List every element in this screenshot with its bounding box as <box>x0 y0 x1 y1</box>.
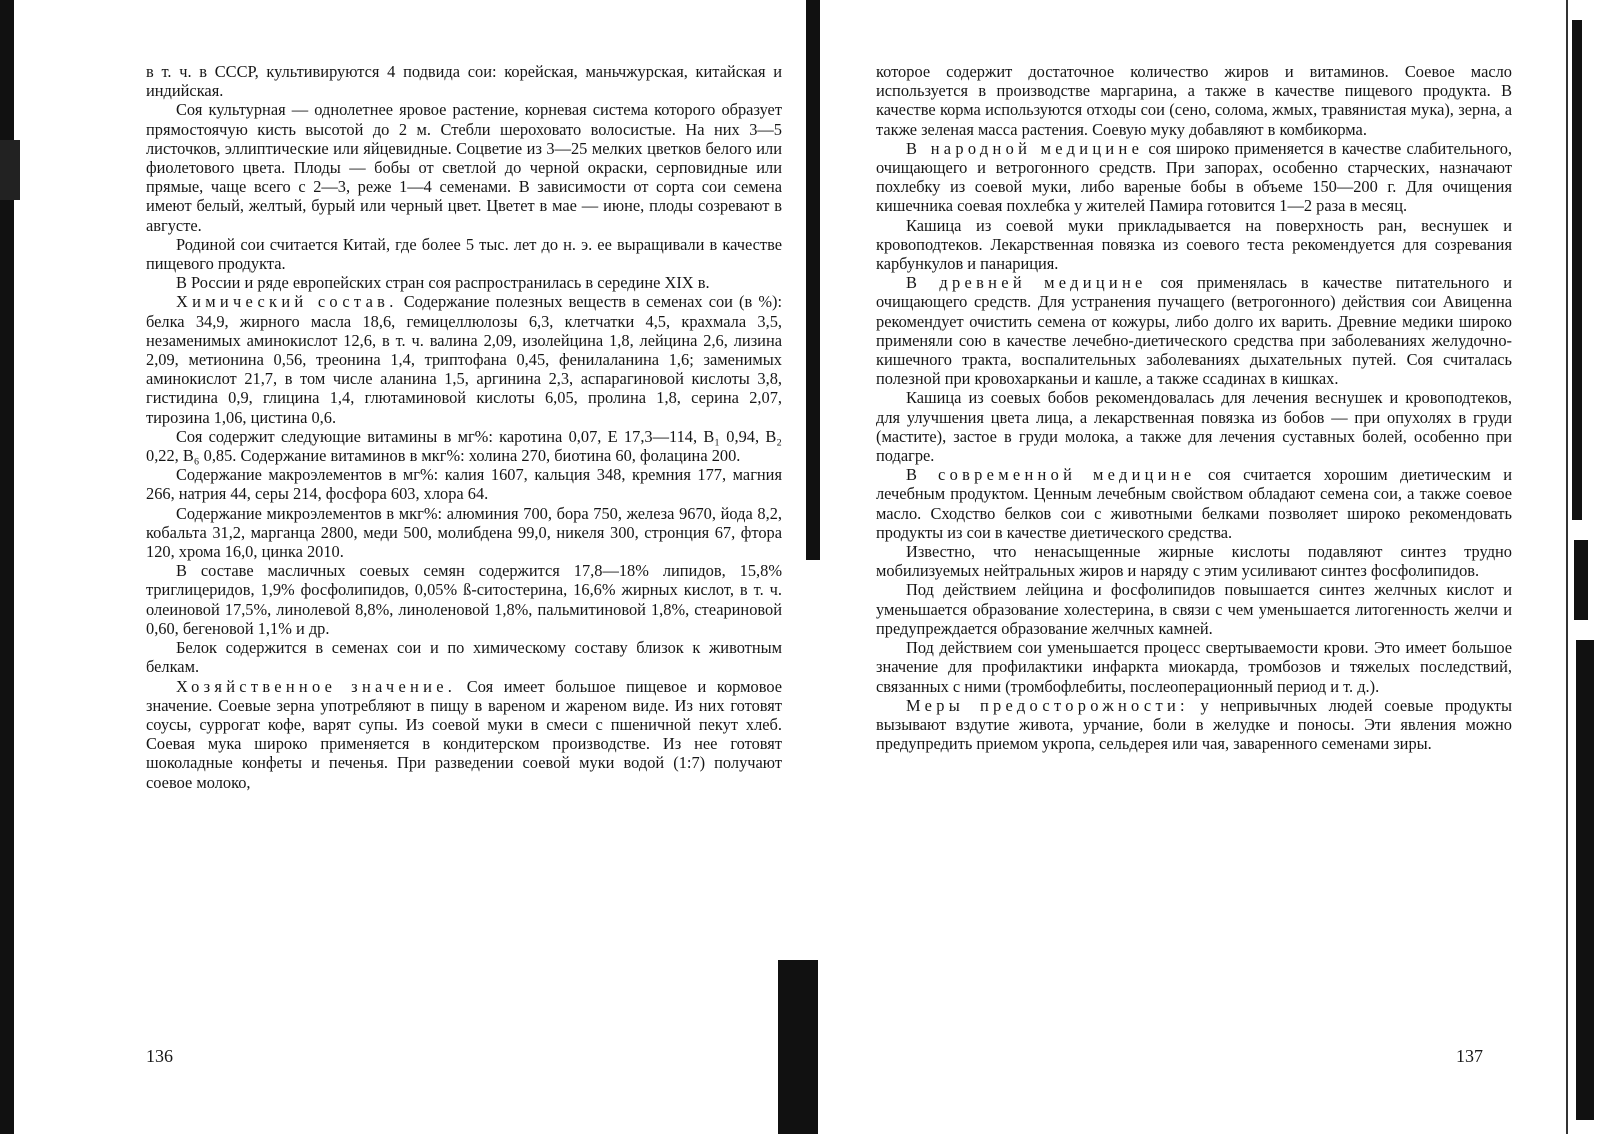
right-edge-bar-3 <box>1576 640 1594 1120</box>
paragraph: В составе масличных соевых семян содержится 17,8—18% липидов, 15,8% триглицеридов, 1,9% фосфолипидов, 0,05% ß-ситостерина, 16,6% жирных кислот, в т. ч. олеиновой 17,5%, линолевой 8,8%, линоленовой 1,8%, пальмитиновой 1,8%, стеариновой 0,60, бегеновой 1,1% и др. <box>146 561 782 638</box>
section-heading: Хозяйственное значение. <box>176 676 457 696</box>
section-heading: Меры предосторожности: <box>906 695 1189 715</box>
paragraph: которое содержит достаточное количество жиров и витаминов. Соевое масло используется в производстве маргарина, а также в качестве пищевого продукта. В качестве корма используются отходы сои (сено, солома, жмых, травянистая мука), зерна, а также зеленая масса растения. Соевую муку добавляют в комбикорма. <box>876 62 1512 139</box>
right-page <box>876 62 1512 753</box>
paragraph: Содержание макроэлементов в мг%: калия 1607, кальция 348, кремния 177, магния 266, натрия 44, серы 214, фосфора 603, хлора 64. <box>146 465 782 504</box>
paragraph: Содержание микроэлементов в мкг%: алюминия 700, бора 750, железа 9670, йода 8,2, кобальта 31,2, марганца 2800, меди 500, молибдена 99,0, никеля 300, стронция 67, фтора 120, хрома 16,0, цинка 2010. <box>146 503 782 562</box>
right-edge-bar-1 <box>1572 20 1582 520</box>
paragraph: Хозяйственное значение. Соя имеет большое пищевое и кормовое значение. Соевые зерна употребляют в пищу в вареном и жареном виде. Из них готовят соусы, суррогат кофе, варят супы. Из соевой муки в смеси с пшеничной пекут хлеб. Соевая мука широко применяется в кондитерском производстве. Из нее готовят шоколадные конфеты и печенья. При разведении соевой муки водой (1:7) получают соевое молоко, <box>146 676 782 792</box>
paragraph: В современной медицине соя считается хорошим диетическим и лечебным продуктом. Ценным лечебным свойством обладают семена сои, а также соевое масло. Сходство белков сои с животными белками позволяет широко рекомендовать продукты из сои в качестве диетического средства. <box>876 465 1512 542</box>
paragraph: Под действием сои уменьшается процесс свертываемости крови. Это имеет большое значение для профилактики инфаркта миокарда, тромбозов и тяжелых последствий, связанных с ними (тромбофлебиты, послеоперационный период и т. д.). <box>876 638 1512 696</box>
paragraph: Соя культурная — однолетнее яровое растение, корневая система которого образует прямостоячую кисть высотой до 2 м. Стебли шероховато волосистые. На них 3—5 листочков, эллиптические или яйцевидные. Соцветие из 3—25 мелких цветков белого или фиолетового цвета. Плоды — бобы от светлой до черной окраски, серповидные или прямые, чаще всего с 2—3, реже 1—4 семенами. В зависимости от сорта сои семена имеют белый, желтый, бурый или черный цвет. Цветет в мае — июне, плоды созревают в августе. <box>146 100 782 235</box>
paragraph: В древней медицине соя применялась в качестве питательного и очищающего средств. Для устранения пучащего (ветрогонного) действия сои Авиценна рекомендует очистить семена от кожуры, либо долго их варить. Древние медики широко применяли сою в качестве лечебно-диетического средства при заболеваниях желудочно-кишечного тракта, воспалительных заболеваниях дыхательных путей. Соя считалась полезной при кровохарканьи и кашле, а также ссадинах в кишках. <box>876 273 1512 389</box>
left-page <box>146 62 782 792</box>
page-number-right: 137 <box>1456 1046 1483 1066</box>
paragraph: Родиной сои считается Китай, где более 5 тыс. лет до н. э. ее выращивали в качестве пищевого продукта. <box>146 234 782 274</box>
section-heading: В современной медицине <box>906 465 1196 485</box>
paragraph: Кашица из соевой муки прикладывается на поверхность ран, веснушек и кровоподтеков. Лекарственная повязка из соевого теста рекомендуется для созревания карбункулов и панариция. <box>876 215 1512 274</box>
section-heading: В древней медицине <box>906 273 1147 293</box>
left-edge-mark <box>0 140 20 200</box>
paragraph: Соя содержит следующие витамины в мг%: каротина 0,07, Е 17,3—114, B₁ 0,94, B₂ 0,22, B₆ 0,85. Содержание витаминов в мкг%: холина 270, биотина 60, фолацина 200. <box>146 426 782 466</box>
paragraph: В России и ряде европейских стран соя распространилась в середине XIX в. <box>176 273 710 293</box>
paragraph: В народной медицине соя широко применяется в качестве слабительного, очищающего и ветрогонного средств. При запорах, особенно старческих, назначают похлебку из соевой муки, либо вареные бобы в объеме 150—200 г. Для очищения кишечника соевая похлебка у жителей Памира готовится 1—2 раза в месяц. <box>876 138 1512 216</box>
paragraph: Известно, что ненасыщенные жирные кислоты подавляют синтез трудно мобилизуемых нейтральных жиров и наряду с этим усиливают синтез фосфолипидов. <box>876 542 1512 581</box>
right-edge-bar-2 <box>1574 540 1588 620</box>
paragraph: в т. ч. в СССР, культивируются 4 подвида сои: корейская, маньчжурская, китайская и индийская. <box>146 62 782 101</box>
gutter-shadow-bottom <box>778 960 818 1134</box>
page-number-left: 136 <box>146 1046 173 1066</box>
paragraph: Кашица из соевых бобов рекомендовалась для лечения веснушек и кровоподтеков, для улучшения цвета лица, а лекарственная повязка из бобов — при опухолях в груди (мастите), застое в груди молока, а также для лечения суставных болей, особенно при подагре. <box>876 388 1512 466</box>
gutter-shadow-top <box>806 0 820 560</box>
section-heading: В народной медицине <box>906 138 1144 158</box>
paragraph: Под действием лейцина и фосфолипидов повышается синтез желчных кислот и уменьшается образование холестерина, в связи с чем уменьшается литогенность желчи и предупреждается образование желчных камней. <box>876 580 1512 638</box>
paragraph: Белок содержится в семенах сои и по химическому составу близок к животным белкам. <box>146 638 782 677</box>
paragraph: Химический состав. Содержание полезных веществ в семенах сои (в %): белка 34,9, жирного масла 18,6, гемицеллюлозы 6,3, клетчатки 4,5, крахмала 3,5, незаменимых аминокислот 12,6, в т. ч. валина 2,09, изолейцина 1,8, лейцина 2,6, лизина 2,09, метионина 0,56, треонина 1,4, триптофана 0,45, фенилаланина 1,6; заменимых аминокислот 21,7, в том числе аланина 1,5, аргинина 2,3, аспарагиновой кислоты 3,8, гистидина 0,9, глицина 1,4, глютаминовой кислоты 6,05, пролина 1,8, серина 2,07, тирозина 1,06, цистина 0,6. <box>146 292 782 427</box>
paragraph: Меры предосторожности: у непривычных людей соевые продукты вызывают вздутие живота, урчание, боли в желудке и поносы. Эти явления можно предупредить приемом укропа, сельдерея или чая, заваренного семенами зиры. <box>876 695 1512 754</box>
section-heading: Химический состав. <box>176 292 398 312</box>
